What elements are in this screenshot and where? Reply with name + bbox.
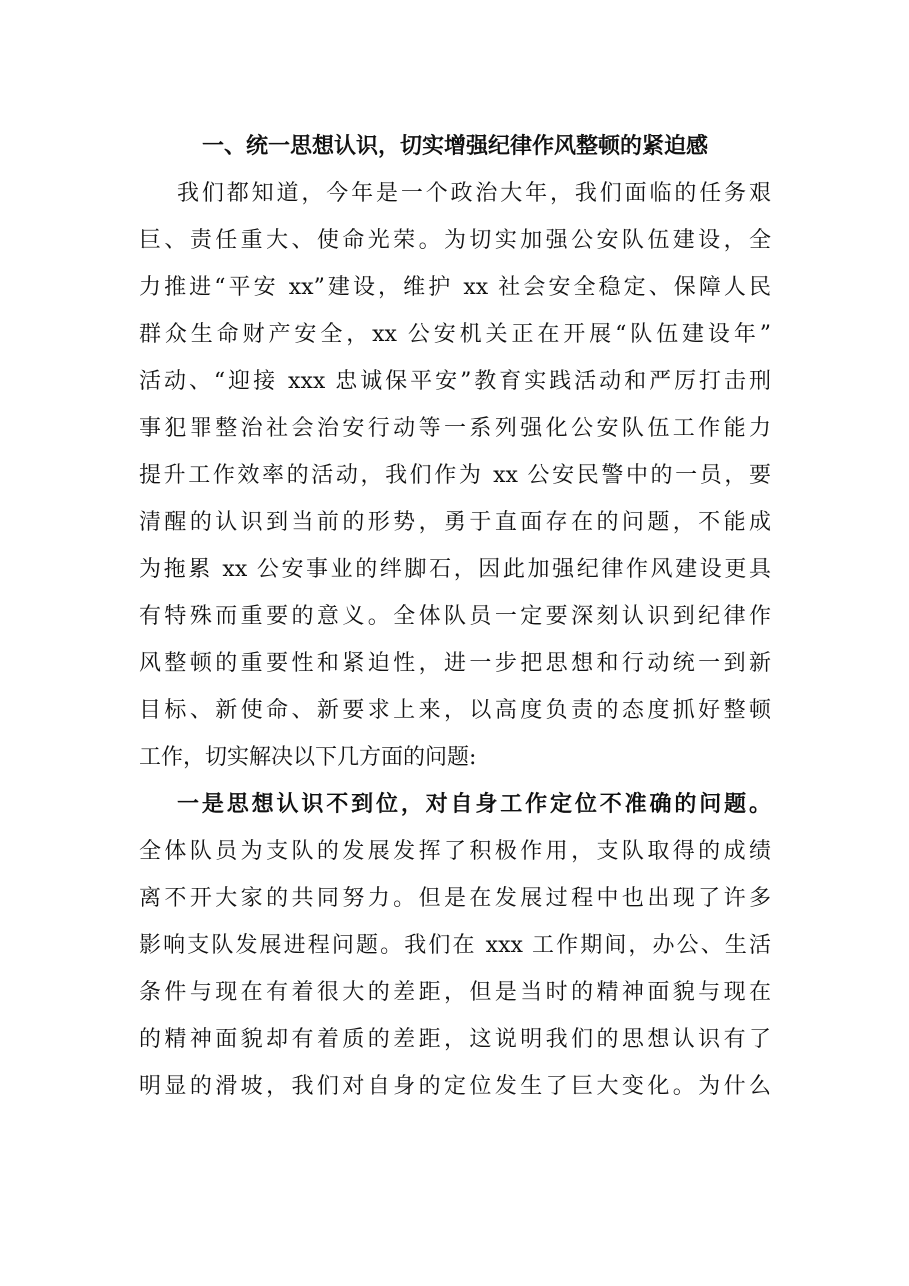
paragraph-line: 风整顿的重要性和紧迫性，进一步把思想和行动统一到新 [139,651,771,676]
point-1-heading: 一是思想认识不到位，对自身工作定位不准确的问题。 [177,791,771,817]
paragraph-line: 力推进“平安 xx”建设，维护 xx 社会安全稳定、保障人民 [139,275,771,300]
paragraph-line: 事犯罪整治社会治安行动等一系列强化公安队伍工作能力 [139,416,771,441]
paragraph-line: 明显的滑坡，我们对自身的定位发生了巨大变化。为什么 [139,1074,771,1099]
paragraph-2 [139,828,771,1110]
document-page [139,122,771,1110]
paragraph-line: 群众生命财产安全，xx 公安机关正在开展“队伍建设年” [139,322,771,347]
paragraph-line: 巨、责任重大、使命光荣。为切实加强公安队伍建设，全 [139,228,771,253]
paragraph-line: 的精神面貌却有着质的差距，这说明我们的思想认识有了 [139,1027,771,1052]
paragraph-line: 影响支队发展进程问题。我们在 xxx 工作期间，办公、生活 [139,933,771,958]
paragraph-line: 我们都知道，今年是一个政治大年，我们面临的任务艰 [177,181,771,206]
paragraph-line: 为拖累 xx 公安事业的绊脚石，因此加强纪律作风建设更具 [139,557,771,582]
paragraph-line: 清醒的认识到当前的形势，勇于直面存在的问题，不能成 [139,510,771,535]
paragraph-line: 条件与现在有着很大的差距，但是当时的精神面貌与现在 [139,980,771,1005]
paragraph-line: 活动、“迎接 xxx 忠诚保平安”教育实践活动和严厉打击刑 [139,369,771,394]
paragraph-line: 目标、新使命、新要求上来，以高度负责的态度抓好整顿 [139,698,771,723]
paragraph-1 [139,170,771,781]
paragraph-line: 离不开大家的共同努力。但是在发展过程中也出现了许多 [139,886,771,911]
paragraph-line: 提升工作效率的活动，我们作为 xx 公安民警中的一员，要 [139,463,771,488]
section-heading: 一、统一思想认识，切实增强纪律作风整顿的紧迫感 [201,133,708,159]
paragraph-line: 工作，切实解决以下几方面的问题: [139,745,477,770]
paragraph-line: 全体队员为支队的发展发挥了积极作用，支队取得的成绩 [139,839,771,864]
paragraph-line: 有特殊而重要的意义。全体队员一定要深刻认识到纪律作 [139,604,771,629]
